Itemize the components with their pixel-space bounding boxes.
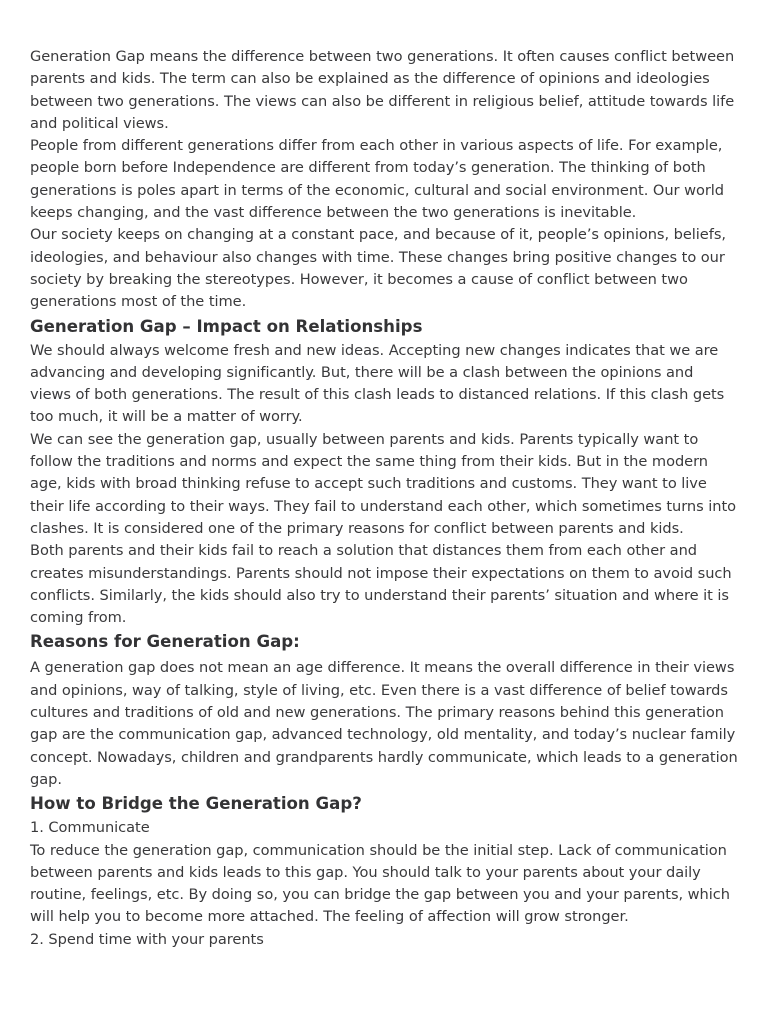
reasons-paragraph-1: A generation gap does not mean an age difference. It means the overall difference in their views and opinions, way of talking, style of living, etc. Even there is a vast difference of belief towards cultures and traditions of old and new generations. The primary reasons behind this generation gap are the communication gap, advanced technology, old mentality, and today’s nuclear family concept. Nowadays, children and grandparents hardly communicate, which leads to a generation gap.	[30, 659, 738, 788]
impact-heading: Generation Gap – Impact on Relationships	[30, 316, 423, 336]
reasons-heading: Reasons for Generation Gap:	[30, 632, 300, 652]
bridge-heading: How to Bridge the Generation Gap?	[30, 794, 362, 814]
intro-paragraph-2: People from different generations differ from each other in various aspects of life. For example, people born before Independence are different from today’s generation. The thinking of both generations is poles apart in terms of the economic, cultural and social environment. Our world keeps changing, and the vast difference between the two generations is inevitable.	[30, 137, 725, 222]
bridge-step-1-title: 1. Communicate	[30, 819, 150, 837]
impact-paragraph-1: We should always welcome fresh and new ideas. Accepting new changes indicates that we are advancing and developing significantly. But, there will be a clash between the opinions and views of both generations. The result of this clash leads to distanced relations. If this clash gets too much, it will be a matter of worry.	[30, 341, 725, 426]
impact-paragraph-3: Both parents and their kids fail to reach a solution that distances them from each other and creates misunderstandings. Parents should not impose their expectations on them to avoid such conflicts. Similarly, the kids should also try to understand their parents’ situation and where it is coming from.	[30, 542, 732, 627]
impact-paragraph-2: We can see the generation gap, usually between parents and kids. Parents typically want to follow the traditions and norms and expect the same thing from their kids. But in the modern age, kids with broad thinking refuse to accept such traditions and customs. They want to live their life according to their ways. They fail to understand each other, which sometimes turns into clashes. It is considered one of the primary reasons for conflict between parents and kids.	[30, 430, 737, 537]
bridge-step-2-title: 2. Spend time with your parents	[30, 930, 264, 948]
intro-paragraph-1: Generation Gap means the difference between two generations. It often causes conflict between parents and kids. The term can also be explained as the difference of opinions and ideologies between two generations. The views can also be different in religious belief, attitude towards life and political views.	[30, 48, 735, 132]
intro-paragraph-3: Our society keeps on changing at a constant pace, and because of it, people’s opinions, beliefs, ideologies, and behaviour also changes with time. These changes bring positive changes to our society by breaking the stereotypes. However, it becomes a cause of conflict between two generations most of the time.	[30, 226, 726, 311]
bridge-step-1-text: To reduce the generation gap, communication should be the initial step. Lack of communication between parents and kids leads to this gap. You should talk to your parents about your daily routine, feelings, etc. By doing so, you can bridge the gap between you and your parents, which will help you to become more attached. The feeling of affection will grow stronger.	[30, 841, 730, 926]
